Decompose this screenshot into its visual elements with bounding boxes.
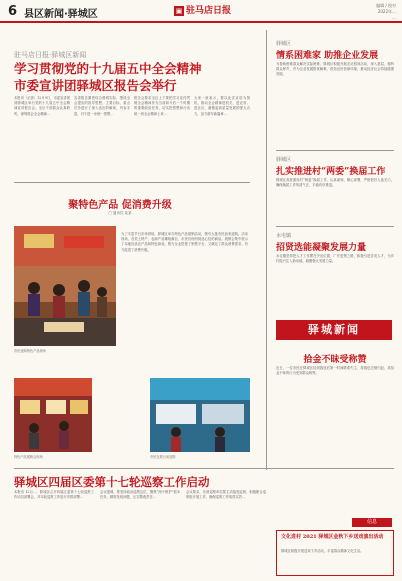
bottom-column: 会议强调，要坚持政治巡察定位，聚焦“两个维护”根本任务，精准发现问题，压实整改责任…: [100, 490, 180, 500]
item-title: 扎实推进村“两委”换届工作: [276, 167, 386, 177]
lead-body: [14, 96, 250, 172]
divider: [14, 182, 250, 183]
lead-headline: [14, 60, 250, 94]
info-box: [276, 530, 394, 576]
lead-column: 宣讲报告紧密结合驿城实际，围绕全会提出的指导思想、主要目标、重点任务进行了深入浅出的解读，内容丰富，对于进一步统一思想…: [74, 96, 130, 116]
header-info-line: 编辑 / 校对: [376, 3, 396, 8]
item-body: 为帮助困难群众解决实际困难，驿城区积极开展走访慰问活动，深入基层，倾听群众呼声，并为企业发展排忧解难，营造良好营商环境，推动经济社会持续健康发展。: [276, 62, 394, 77]
lead-column: 大家一致表示，要以此次宣讲为契机，推动全会精神进机关、进农村、进社区，凝聚起高质量发展的强大合力，奋力谱写新篇章…: [194, 96, 250, 116]
booth-photo: [150, 378, 250, 452]
photo-caption: 市民在展台前选购: [150, 455, 176, 459]
header-info-line: 2022年…: [377, 9, 396, 14]
lead-column: 本报讯（记者）12月9日，市委宣讲团到驿城区举行党的十九届五中全会精神宣讲报告会。全区干部群众认真聆听，深刻领会全会精神…: [14, 96, 70, 116]
page-header: [0, 0, 402, 22]
item-body: 水屯镇坚持把人才工作摆在突出位置，广开进贤之路，积极引进各类人才，为乡村振兴注入新动能、凝聚强大发展力量。: [276, 254, 394, 264]
item-label: 驿城区: [276, 41, 292, 47]
divider: [14, 468, 394, 469]
feature-title: 聚特色产品 促消费升级: [68, 200, 172, 211]
bottom-body: [14, 490, 266, 575]
lead-column: 报告会要求全区上下要把学习宣传贯彻全会精神作为当前和今后一个时期的重要政治任务，切实把思想和行动统一到全会精神上来…: [134, 96, 190, 116]
header-info: [286, 3, 396, 21]
page-number: 6: [8, 4, 18, 19]
divider: [276, 226, 394, 227]
bottom-column: 会议要求，各被巡察单位要主动接受监督，积极配合巡察组开展工作，确保巡察工作取得实效…: [186, 490, 266, 500]
market-photo: [14, 226, 116, 346]
column-rule: [266, 30, 267, 470]
item-body: 近日，一位市民在驿城区拾到钱包后第一时间联系失主，将钱包完璧归赵，其拾金不昧的行为受到群众称赞。: [276, 366, 394, 376]
item-body: 驿城区高度重视村“两委”换届工作，认真谋划、精心部署，严格把好人选关口，确保换届工作风清气正、平稳有序推进。: [276, 178, 394, 188]
bottom-column: 本报讯 12月…，驿城区召开四届区委第十七轮巡察工作动员部署会，对本轮巡察工作进行安排部署…: [14, 490, 94, 500]
photo-caption: 市民选购特色产品现场: [14, 349, 46, 353]
section-title: 县区新闻·驿城区: [24, 9, 98, 20]
divider: [276, 150, 394, 151]
feature-body: 为了丰富节日市场供给，驿城区举办特色产品展销活动，吸引大批市民前来选购。活动现场，各类土特产、农副产品琳琅满目，市民们纷纷挑选心仪的商品。展销会集中展示了本地优质农产品和特色商品，既为企业搭建了销售平台，又满足了群众消费需求，有力促进了消费升级。: [121, 232, 248, 252]
photo-caption: 特色产品展销会现场: [14, 455, 43, 459]
info-title: 文化进村 2021 驿城区金秋下乡送戏演出活动: [281, 534, 384, 540]
section-banner: 驿城新闻: [276, 320, 392, 340]
header-rule: [0, 21, 402, 23]
exhibition-photo: [14, 378, 92, 452]
newspaper-logo: [174, 3, 234, 17]
bottom-headline: 驿城区四届区委第十七轮巡察工作启动: [14, 475, 210, 489]
lead-headline-line2: 市委宣讲团驿城区报告会举行: [14, 78, 177, 93]
header-info-line: …: [392, 15, 396, 20]
info-body: 驿城区积极开展送戏下乡活动，丰富群众精神文化生活。: [281, 549, 364, 553]
lead-kicker: 驻马店日报·驿城区新闻: [14, 51, 87, 59]
item-title: 情系困难家 助推企业发展: [276, 51, 379, 61]
info-tag: 信息: [352, 518, 392, 527]
lead-headline-line1: 学习贯彻党的十九届五中全会精神: [14, 61, 202, 76]
logo-mark-icon: ▣: [175, 5, 183, 15]
item-title: 招贤选能凝聚发展力量: [276, 243, 367, 253]
item-title: 拾金不昧受称赞: [303, 355, 367, 365]
item-label: 驿城区: [276, 157, 292, 163]
feature-byline: □ 通讯员 某某: [108, 211, 132, 215]
item-label: 水屯镇: [276, 233, 292, 239]
logo-text: 驻马店日报: [186, 6, 232, 16]
